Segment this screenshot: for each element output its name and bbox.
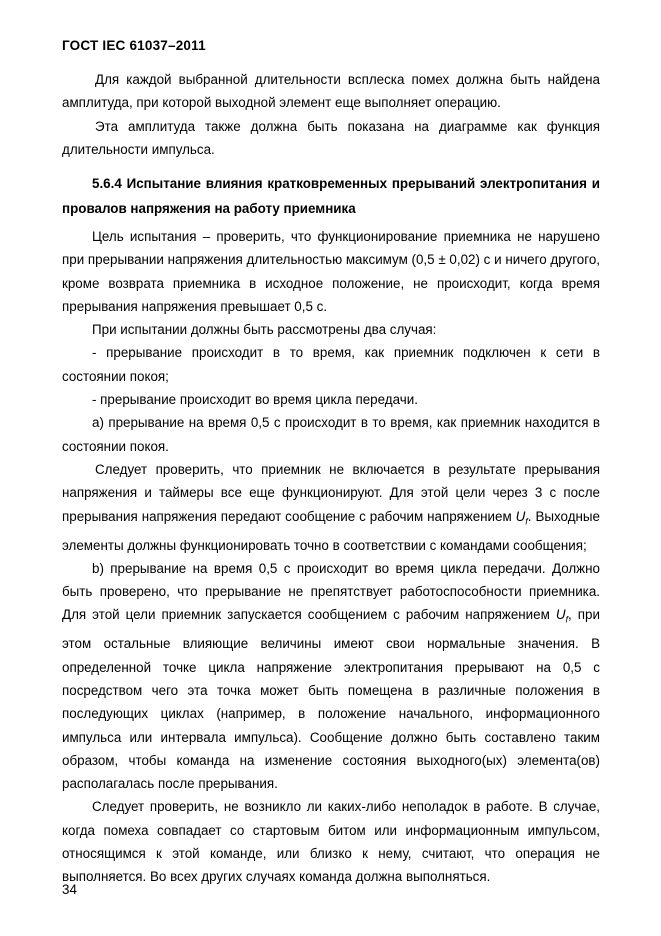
- list-item-transmission: - прерывание происходит во время цикла передачи.: [92, 392, 418, 408]
- list-item-idle: - прерывание происходит в то время, как приемник подключен к сети в состоянии покоя;: [62, 345, 600, 384]
- paragraph-diagram: Эта амплитуда также должна быть показана на диаграмме как функция длительности импульса.: [62, 118, 600, 157]
- voltage-subscript: f: [525, 516, 528, 527]
- section-heading: 5.6.4 Испытание влияния кратковременных прерываний электропитания и провалов напряжения на работу приемника: [62, 176, 600, 216]
- paragraph-case-a: а) прерывание на время 0,5 с происходит в то время, как приемник находится в состоянии покоя.: [62, 415, 600, 454]
- page-body: [62, 68, 600, 161]
- page-body-main: [62, 225, 600, 889]
- text-segment: b) прерывание на время 0,5 с происходит во время цикла передачи. Должно быть проверено, что прерывание не препятствует работоспособности приемника. Для этой цели приемник запускается сообщением с рабочим напряжением: [62, 560, 600, 623]
- voltage-symbol: U: [555, 607, 566, 623]
- paragraph-amplitude: Для каждой выбранной длительности всплеска помех должна быть найдена амплитуда, при которой выходной элемент еще выполняет операцию.: [62, 72, 600, 111]
- paragraph-purpose: Цель испытания – проверить, что функционирование приемника не нарушено при прерывании напряжения длительностью максимум (0,5 ± 0,02) с и ничего другого, кроме возврата приемника в исходное положение, не происходит, когда время прерывания напряжения превышает 0,5 с.: [62, 229, 600, 314]
- text-segment: . Выходные элементы должны функционировать точно в соответствии с командами сообщения;: [62, 508, 600, 553]
- paragraph-check-idle: [62, 458, 600, 557]
- document-header: ГОСТ IEC 61037–2011: [62, 38, 206, 53]
- voltage-subscript: f: [565, 615, 569, 626]
- paragraph-check-faults: Следует проверить, не возникло ли каких-либо неполадок в работе. В случае, когда помеха совпадает со стартовым битом или информационным импульсом, относящимся к этой команде, или близко к нему, считают, что операция не выполняется. Во всех других случаях команда должна выполняться.: [62, 799, 600, 885]
- text-segment: , при этом остальные влияющие величины имеют свои нормальные значения. В определенной точке цикла напряжение электропитания прерывают на 0,5 с посредством чего эта точка может быть помещена в различные положения в последующих циклах (например, в положение начального, информационного импульса или интервала импульса). Сообщение должно быть составлено таким образом, чтобы команда на изменение состояния выходного(ых) элемента(ов) располагалась после прерывания.: [62, 607, 600, 792]
- voltage-symbol: U: [515, 508, 526, 524]
- page-number: 34: [62, 882, 77, 897]
- section-block: [62, 171, 600, 221]
- text-segment: Следует проверить, что приемник не включается в результате прерывания напряжения и таймеры все еще функционируют. Для этой цели через 3 с после прерывания напряжения передают сообщение с рабочим напряжением: [62, 461, 600, 524]
- paragraph-case-b: [62, 557, 600, 796]
- paragraph-two-cases: При испытании должны быть рассмотрены два случая:: [92, 322, 437, 338]
